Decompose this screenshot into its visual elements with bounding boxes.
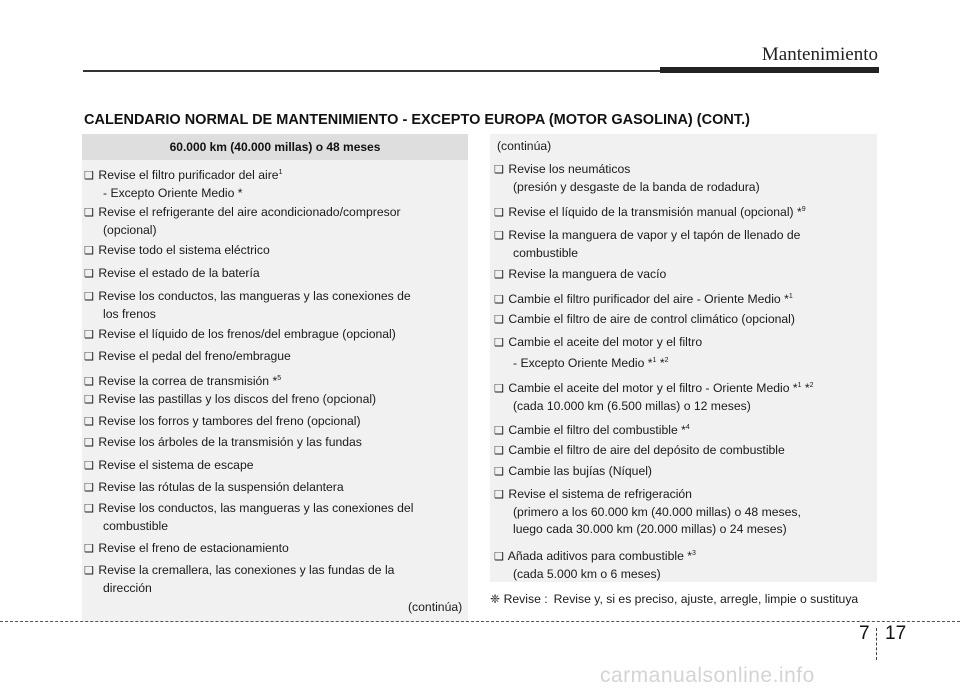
section-title: CALENDARIO NORMAL DE MANTENIMIENTO - EXCEPTO EUROPA (MOTOR GASOLINA) (CONT.) <box>84 112 750 128</box>
checkbox-icon: ❑ <box>84 460 94 472</box>
item-text: Añada aditivos para combustible * <box>507 549 692 563</box>
checklist-item <box>84 164 282 202</box>
interval-heading: 60.000 km (40.000 millas) o 48 meses <box>82 134 468 160</box>
footnote-ref-sep: * <box>801 381 810 395</box>
footer-dashed-rule <box>0 621 960 622</box>
item-text: Revise la correa de transmisión * <box>98 374 278 388</box>
item-continuation <box>84 306 411 323</box>
checklist-item <box>84 288 411 323</box>
item-text: Revise todo el sistema eléctrico <box>98 243 270 257</box>
checklist-item <box>84 242 270 260</box>
checklist-item <box>84 348 291 366</box>
checkbox-icon: ❑ <box>84 543 94 555</box>
continua-label: (continúa) <box>408 600 463 614</box>
checkbox-icon: ❑ <box>494 269 504 281</box>
item-text: Revise el freno de estacionamiento <box>98 541 289 555</box>
checkbox-icon: ❑ <box>84 268 94 280</box>
item-continuation <box>84 222 401 239</box>
checklist-item <box>84 204 401 239</box>
checklist-item <box>84 370 281 391</box>
checklist-item <box>494 419 690 440</box>
checkbox-icon: ❑ <box>84 245 94 257</box>
item-text: Revise los árboles de la transmisión y las fundas <box>98 435 362 449</box>
footnote-ref: 1 <box>788 293 793 300</box>
legend-text: Revise y, si es preciso, ajuste, arregle, limpie o sustituya <box>553 592 859 606</box>
checklist-item <box>84 434 362 452</box>
item-continuation-text: (cada 10.000 km (6.500 millas) o 12 meses) <box>513 399 751 413</box>
checklist-item <box>494 311 795 329</box>
item-text: Cambie el filtro de aire de control climático (opcional) <box>508 312 795 326</box>
item-continuation-text: - Excepto Oriente Medio * <box>513 356 653 370</box>
footnote-ref: 9 <box>801 206 806 213</box>
checklist-item <box>494 227 800 262</box>
checklist-item <box>494 266 666 284</box>
checkbox-icon: ❑ <box>84 376 94 388</box>
chapter-number: 7 <box>859 623 870 644</box>
checkbox-icon: ❑ <box>494 164 504 176</box>
item-continuation-text: - Excepto Oriente Medio * <box>103 186 243 200</box>
item-text: Revise la cremallera, las conexiones y las fundas de la <box>98 563 395 577</box>
item-text: Revise el pedal del freno/embrague <box>98 349 291 363</box>
item-continuation-text: combustible <box>103 519 169 533</box>
checklist-item <box>84 540 289 558</box>
checkbox-icon: ❑ <box>494 314 504 326</box>
item-continuation <box>494 352 702 372</box>
footnote-ref: 1 <box>278 169 283 176</box>
item-text: Revise los conductos, las mangueras y las conexiones del <box>98 501 414 515</box>
item-continuation <box>84 580 394 597</box>
page-number: 17 <box>885 623 907 644</box>
item-continuation-text: los frenos <box>103 307 156 321</box>
item-continuation <box>494 179 760 196</box>
checklist-item <box>84 479 344 497</box>
item-continuation-text: dirección <box>103 581 152 595</box>
checklist-item <box>84 500 413 535</box>
watermark: carmanualsonline.info <box>600 664 815 687</box>
legend-label: ❈ Revise : <box>490 592 548 606</box>
checklist-item <box>84 562 394 597</box>
checkbox-icon: ❑ <box>84 394 94 406</box>
checklist-item <box>84 413 361 431</box>
page-separator <box>876 628 877 660</box>
checkbox-icon: ❑ <box>494 383 504 395</box>
item-text: Cambie las bujías (Níquel) <box>508 464 652 478</box>
item-text: Cambie el aceite del motor y el filtro <box>508 335 703 349</box>
checkbox-icon: ❑ <box>494 207 504 219</box>
item-continuation-text: (presión y desgaste de la banda de rodadura) <box>513 180 760 194</box>
checklist-item <box>494 288 793 309</box>
item-continuation-text: (opcional) <box>103 223 157 237</box>
item-text: Revise el refrigerante del aire acondicionado/compresor <box>98 205 401 219</box>
legend-note <box>490 591 878 607</box>
checklist-item <box>84 265 260 283</box>
item-text: Cambie el aceite del motor y el filtro - Oriente Medio * <box>508 381 798 395</box>
checklist-item <box>494 334 702 372</box>
item-text: Revise la manguera de vapor y el tapón de llenado de <box>508 228 801 242</box>
footnote-ref: 1 <box>797 382 802 389</box>
checkbox-icon: ❑ <box>494 466 504 478</box>
footnote-ref: 2 <box>664 357 669 364</box>
checkbox-icon: ❑ <box>494 230 504 242</box>
footnote-ref: 3 <box>692 550 696 557</box>
item-continuation-text: (cada 5.000 km o 6 meses) <box>513 567 661 581</box>
checklist-item <box>84 326 396 344</box>
checkbox-icon: ❑ <box>84 207 94 219</box>
item-text: Revise los neumáticos <box>508 162 631 176</box>
header-rule <box>83 70 663 72</box>
checkbox-icon: ❑ <box>84 416 94 428</box>
item-text: Revise las rótulas de la suspensión delantera <box>98 480 344 494</box>
item-continuation <box>494 398 814 415</box>
checkbox-icon: ❑ <box>84 565 94 577</box>
footnote-ref: 5 <box>277 375 282 382</box>
continua-label-top: (continúa) <box>497 139 552 153</box>
item-text: Revise los forros y tambores del freno (opcional) <box>98 414 361 428</box>
checkbox-icon: ❑ <box>494 425 504 437</box>
item-text: Revise el sistema de escape <box>98 458 254 472</box>
checkbox-icon: ❑ <box>84 503 94 515</box>
checklist-item <box>494 463 652 481</box>
header-rule-accent <box>660 67 879 73</box>
item-continuation: luego cada 30.000 km (20.000 millas) o 24 meses) <box>513 522 787 536</box>
checkbox-icon: ❑ <box>84 329 94 341</box>
checklist-item <box>494 201 806 222</box>
item-text: Revise el líquido de la transmisión manual (opcional) * <box>508 205 802 219</box>
footnote-ref: 4 <box>685 424 690 431</box>
checklist-item <box>494 442 785 460</box>
checklist-item <box>494 545 696 583</box>
footnote-ref: 2 <box>809 382 814 389</box>
checkbox-icon: ❑ <box>494 337 504 349</box>
item-continuation <box>494 245 800 262</box>
checkbox-icon: ❑ <box>84 170 94 182</box>
checklist-item <box>494 377 814 415</box>
checkbox-icon: ❑ <box>84 437 94 449</box>
footnote-ref: 1 <box>652 357 657 364</box>
item-continuation <box>84 185 282 202</box>
checkbox-icon: ❑ <box>84 482 94 494</box>
checklist-item <box>84 391 376 409</box>
item-continuation <box>494 504 801 521</box>
checkbox-icon: ❑ <box>494 551 504 563</box>
item-text: Cambie el filtro purificador del aire - Oriente Medio * <box>508 292 789 306</box>
item-continuation-text: (primero a los 60.000 km (40.000 millas) o 48 meses, <box>513 505 801 519</box>
item-text: Revise el filtro purificador del aire <box>98 168 279 182</box>
item-text: Revise el líquido de los frenos/del embrague (opcional) <box>98 327 396 341</box>
checkbox-icon: ❑ <box>84 291 94 303</box>
checklist-item <box>494 161 760 196</box>
item-text: Revise los conductos, las mangueras y las conexiones de <box>98 289 411 303</box>
item-text: Revise el sistema de refrigeración <box>508 487 692 501</box>
checkbox-icon: ❑ <box>84 351 94 363</box>
item-continuation <box>494 566 696 583</box>
checkbox-icon: ❑ <box>494 445 504 457</box>
item-text: Revise las pastillas y los discos del freno (opcional) <box>98 392 377 406</box>
checklist-item <box>84 457 254 475</box>
item-continuation <box>84 518 413 535</box>
item-text: Cambie el filtro de aire del depósito de combustible <box>508 443 785 457</box>
item-text: Cambie el filtro del combustible * <box>508 423 686 437</box>
checkbox-icon: ❑ <box>494 489 504 501</box>
footnote-ref-sep: * <box>656 356 665 370</box>
checkbox-icon: ❑ <box>494 294 504 306</box>
checklist-item <box>494 486 801 538</box>
item-continuation-text: combustible <box>513 246 579 260</box>
item-text: Revise la manguera de vacío <box>508 267 667 281</box>
item-text: Revise el estado de la batería <box>98 266 260 280</box>
running-header-title: Mantenimiento <box>761 44 878 65</box>
